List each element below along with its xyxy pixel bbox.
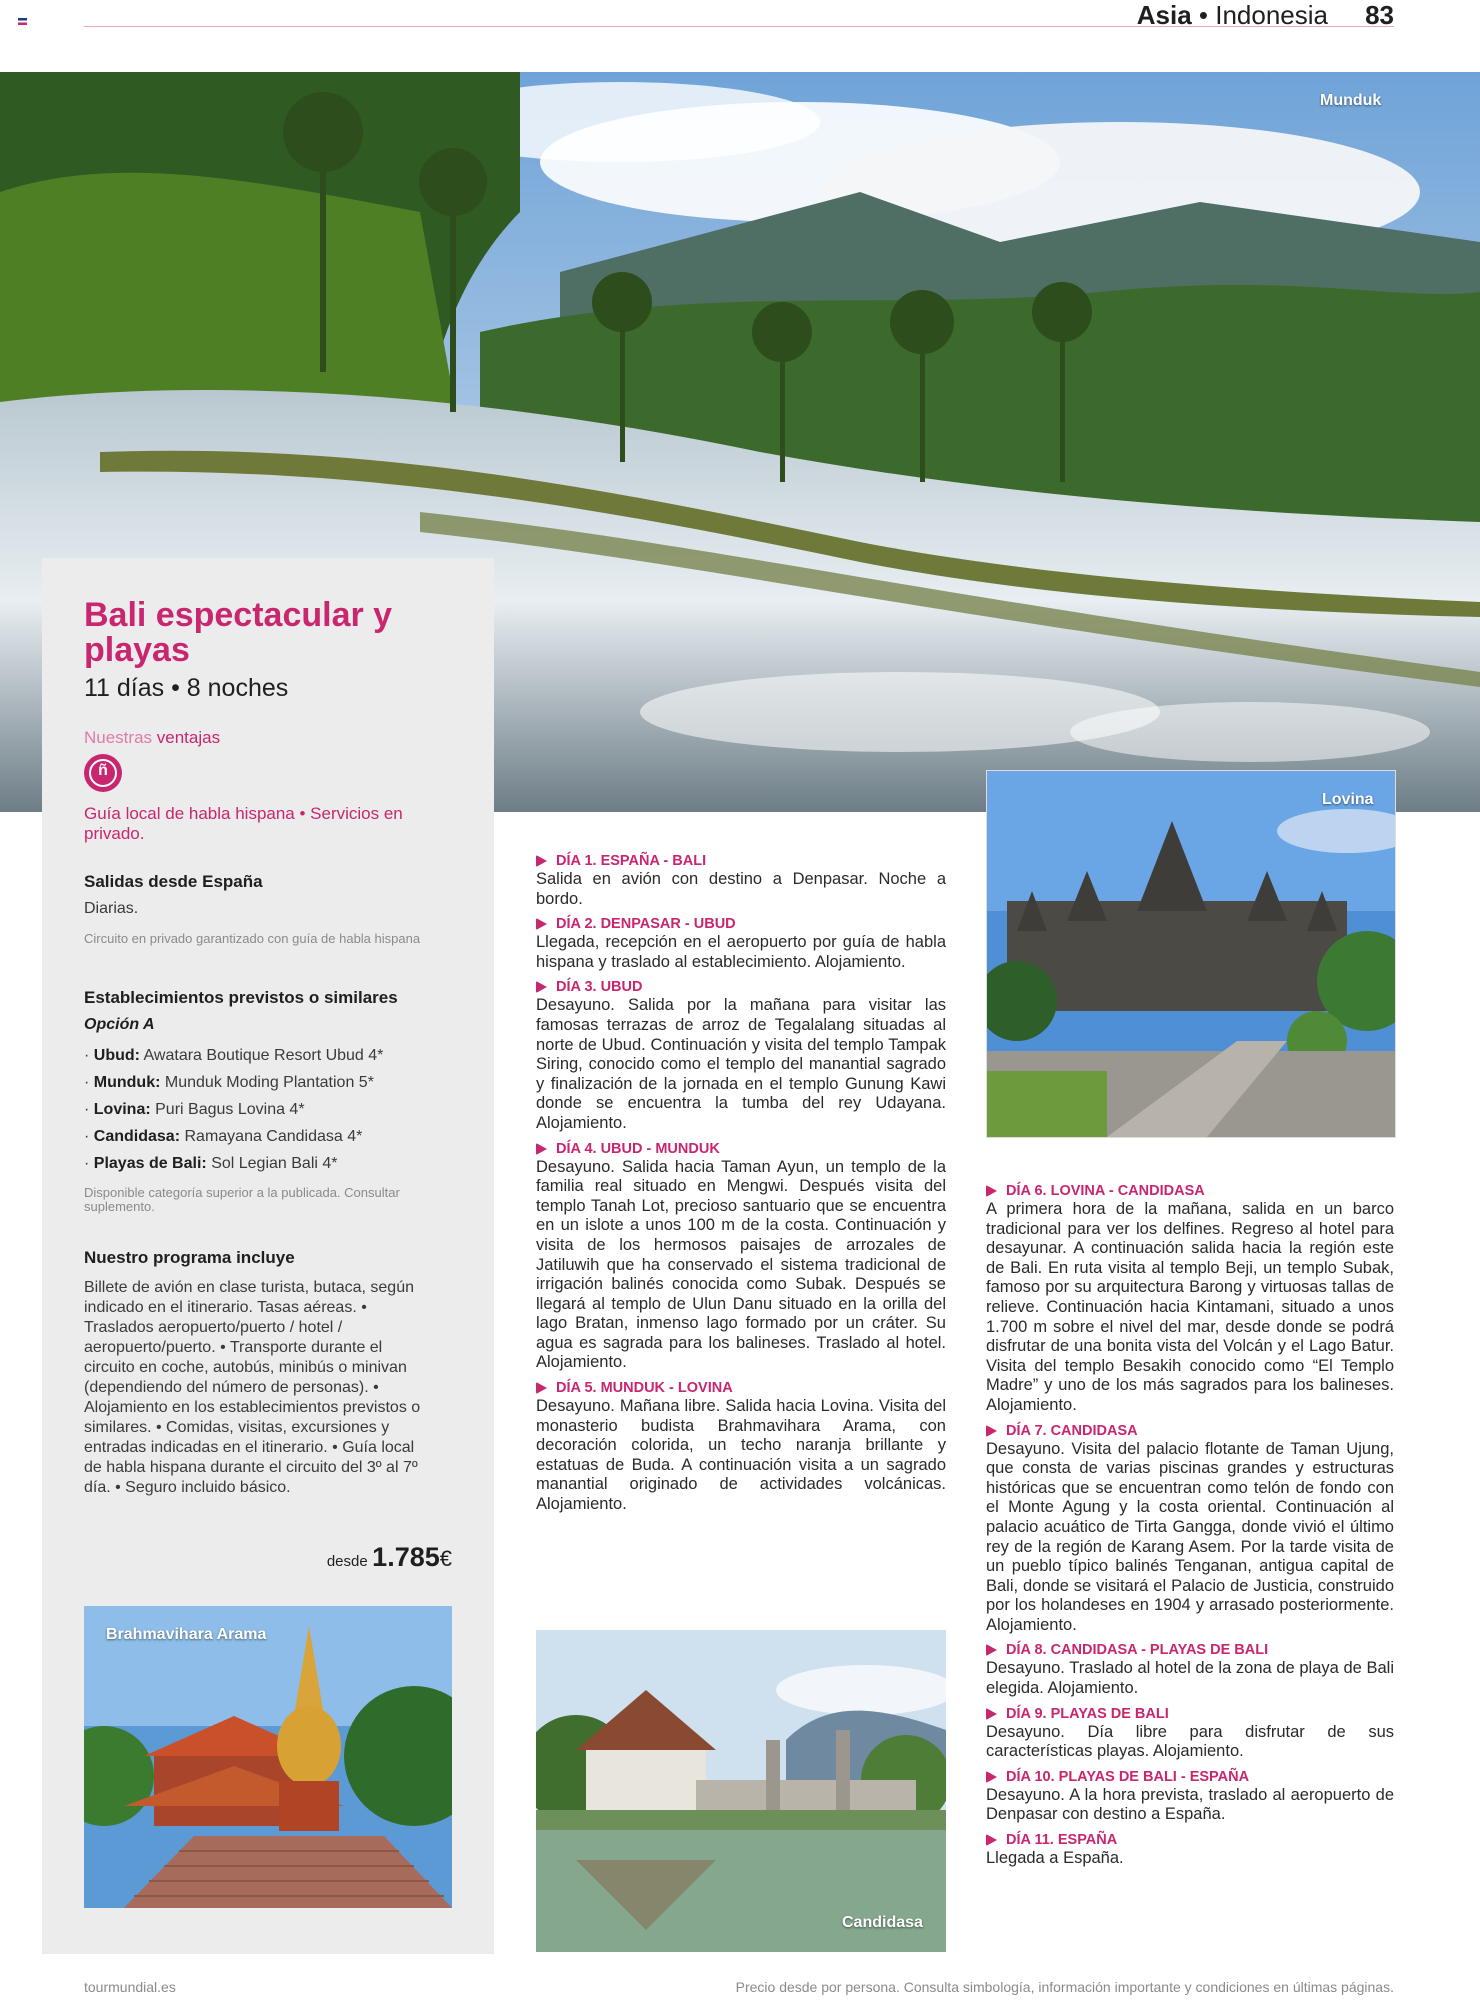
hotel-place: Playas de Bali: bbox=[93, 1155, 207, 1172]
day-title: DÍA 10. PLAYAS DE BALI - ESPAÑA bbox=[1006, 1768, 1250, 1785]
hotel-place: Ubud: bbox=[93, 1047, 140, 1064]
advantages-text: Guía local de habla hispana • Servicios en privado. bbox=[84, 804, 403, 843]
page-number: 83 bbox=[1365, 0, 1394, 30]
itinerary-day bbox=[986, 1831, 1394, 1869]
day-marker-icon bbox=[986, 1644, 997, 1656]
candidasa-caption: Candidasa bbox=[842, 1914, 923, 1931]
price-currency: € bbox=[439, 1546, 452, 1571]
departures-note: Circuito en privado garantizado con guía de habla hispana bbox=[84, 931, 421, 946]
day-title: DÍA 4. UBUD - MUNDUK bbox=[556, 1140, 720, 1157]
tour-duration: 11 días • 8 noches bbox=[84, 674, 289, 702]
photo-brahmavihara-arama bbox=[84, 1606, 452, 1908]
list-item: · Ubud: Awatara Boutique Resort Ubud 4* bbox=[84, 1047, 384, 1064]
day-title: DÍA 8. CANDIDASA - PLAYAS DE BALI bbox=[1006, 1642, 1269, 1659]
hotel-place: Candidasa: bbox=[93, 1128, 181, 1145]
day-text: Llegada a España. bbox=[986, 1849, 1124, 1868]
hotel-name: Awatara Boutique Resort Ubud 4* bbox=[143, 1047, 384, 1064]
day-marker-icon bbox=[986, 1834, 997, 1846]
footer-website[interactable]: tourmundial.es bbox=[84, 1979, 176, 1995]
photo-candidasa bbox=[536, 1630, 946, 1952]
day-title: DÍA 2. DENPASAR - UBUD bbox=[556, 916, 736, 933]
tour-title: Bali espectacular y playas bbox=[84, 596, 393, 669]
candidasa-illustration bbox=[536, 1630, 946, 1952]
day-text: Desayuno. Traslado al hotel de la zona de playa de Bali elegida. Alojamiento. bbox=[986, 1659, 1394, 1698]
day-text: Desayuno. Salida por la mañana para visitar las famosas terrazas de arroz de Tegalalang situadas al norte de Ubud. Continuación y visita del templo Tampak Siring, conocido como el templo del manantial sagrado y finalización de la jornada en el templo Gunung Kawi donde se encuentra la tumba del rey Udayana. Alojamiento. bbox=[536, 996, 946, 1132]
day-title: DÍA 6. LOVINA - CANDIDASA bbox=[1006, 1183, 1205, 1199]
hero-caption: Munduk bbox=[1320, 92, 1382, 109]
spanish-guide-icon bbox=[84, 754, 122, 792]
hotel-name: Munduk Moding Plantation 5* bbox=[164, 1074, 374, 1091]
day-marker-icon bbox=[986, 1708, 997, 1720]
day-title: DÍA 3. UBUD bbox=[556, 979, 643, 996]
list-item: · Munduk: Munduk Moding Plantation 5* bbox=[84, 1074, 374, 1091]
hotel-name: Sol Legian Bali 4* bbox=[211, 1155, 338, 1172]
day-title: DÍA 7. CANDIDASA bbox=[1006, 1422, 1138, 1439]
header-country: Indonesia bbox=[1215, 0, 1328, 30]
flag-icon bbox=[18, 18, 27, 25]
price-prefix: desde bbox=[326, 1553, 368, 1570]
hotels-list bbox=[84, 1042, 464, 1177]
departures-heading: Salidas desde España bbox=[84, 872, 263, 891]
day-marker-icon bbox=[536, 918, 547, 930]
day-text: Llegada, recepción en el aeropuerto por guía de habla hispana y traslado al establecimiento. Alojamiento. bbox=[536, 933, 946, 971]
list-item: · Candidasa: Ramayana Candidasa 4* bbox=[84, 1128, 363, 1145]
header-section bbox=[1137, 0, 1328, 31]
day-text: Desayuno. Visita del palacio flotante de Taman Ujung, que consta de varias piscinas grandes y estructuras históricas que se encuentran como telón de fondo con el Monte Agung y la costa oriental. Continuación al palacio acuático de Tirta Gangga, donde vivió el último rey de la región de Karang Asem. Por la tarde visita de un pueblo típico balinés Tenganan, antigua capital de Bali, donde se visitará el Palacio de Justicia, construido por los holandeses en 1904 y arrasado posteriormente. Alojamiento. bbox=[986, 1439, 1394, 1634]
day-text: Desayuno. A la hora prevista, traslado al aeropuerto de Denpasar con destino a España. bbox=[986, 1785, 1394, 1824]
advantages-label-1: Nuestras bbox=[84, 728, 153, 747]
list-item: · Lovina: Puri Bagus Lovina 4* bbox=[84, 1101, 305, 1118]
advantages-label-2: ventajas bbox=[156, 728, 221, 747]
departures-value: Diarias. bbox=[84, 900, 139, 917]
day-text: A primera hora de la mañana, salida en un barco tradicional para ver los delfines. Regreso al hotel para desayunar. A continuación salida hacia la región este de Bali. En ruta visita al templo Beji, un templo Subak, famoso por su arquitectura Barong y virtuosas tallas de relieve. Continuación hacia Kintamani, situado a unos 1.700 m sobre el nivel del mar, desde donde se podrá disfrutar de una bonita vista del Volcán y el Lago Batur. Visita del templo Besakih conocido como “El Templo Madre” y uno de los más sagrados para los balineses. Alojamiento. bbox=[986, 1200, 1394, 1414]
footer-disclaimer: Precio desde por persona. Consulta simbología, información importante y condiciones en últimas páginas. bbox=[735, 1979, 1394, 1995]
hotel-place: Lovina: bbox=[93, 1101, 151, 1118]
price bbox=[327, 1542, 452, 1573]
header-separator: • bbox=[1198, 0, 1208, 30]
hotels-note: Disponible categoría superior a la publicada. Consultar suplemento. bbox=[84, 1185, 400, 1214]
day-marker-icon bbox=[536, 1143, 547, 1155]
itinerary-column-1 bbox=[536, 852, 946, 1521]
itinerary-day bbox=[536, 915, 946, 972]
brahmavihara-illustration bbox=[84, 1606, 452, 1908]
day-marker-icon bbox=[986, 1185, 997, 1197]
hotel-name: Ramayana Candidasa 4* bbox=[184, 1128, 363, 1145]
day-marker-icon bbox=[986, 1425, 997, 1437]
advantages-label bbox=[84, 728, 220, 748]
tour-info-panel bbox=[42, 558, 494, 1954]
lovina-illustration bbox=[987, 771, 1395, 1137]
lovina-caption: Lovina bbox=[1322, 791, 1374, 808]
itinerary-day bbox=[986, 1182, 1394, 1416]
day-text: Desayuno. Salida hacia Taman Ayun, un templo de la familia real situado en Mengwi. Después visita del templo Tanah Lot, precioso santuario que se encuentra en un islote a unos 100 m de la costa. Continuación y visita de los hermosos paisajes de arrozales de Jatiluwih que ha conservado el sistema tradicional de irrigación balinés conocida como Subak. Después se llegará al templo de Ulun Danu situado en la orilla del lago Bratan, inmenso lago formado por un cráter. Su agua es sagrada para los balineses. Traslado al hotel. Alojamiento. bbox=[536, 1157, 946, 1372]
price-amount: 1.785 bbox=[372, 1542, 440, 1572]
itinerary-day bbox=[986, 1641, 1394, 1698]
day-text: Salida en avión con destino a Denpasar. Noche a bordo. bbox=[536, 870, 946, 908]
day-marker-icon bbox=[536, 981, 547, 993]
spanish-guide-icon-letter: ñ bbox=[98, 762, 108, 779]
hotel-place: Munduk: bbox=[93, 1074, 161, 1091]
itinerary-day bbox=[536, 1140, 946, 1374]
day-text: Desayuno. Día libre para disfrutar de sus características playas. Alojamiento. bbox=[986, 1722, 1394, 1761]
day-text: Desayuno. Mañana libre. Salida hacia Lovina. Visita del monasterio budista Brahmavihara Arama, con decoración colorida, un techo naranja brillante y estatuas de Buda. A continuación visita a un sagrado manantial originado de actividades volcánicas. Alojamiento. bbox=[536, 1397, 946, 1514]
hotel-name: Puri Bagus Lovina 4* bbox=[155, 1101, 305, 1118]
day-title: DÍA 9. PLAYAS DE BALI bbox=[1006, 1705, 1169, 1722]
itinerary-day bbox=[536, 852, 946, 909]
hotels-heading: Establecimientos previstos o similares bbox=[84, 988, 398, 1007]
day-marker-icon bbox=[536, 1382, 547, 1394]
itinerary-day bbox=[986, 1768, 1394, 1825]
day-title: DÍA 11. ESPAÑA bbox=[1006, 1832, 1118, 1849]
day-title: DÍA 1. ESPAÑA - BALI bbox=[556, 853, 707, 869]
list-item: · Playas de Bali: Sol Legian Bali 4* bbox=[84, 1155, 338, 1172]
day-marker-icon bbox=[986, 1771, 997, 1783]
header-continent: Asia bbox=[1136, 0, 1192, 30]
day-title: DÍA 5. MUNDUK - LOVINA bbox=[556, 1380, 733, 1397]
includes-text: Billete de avión en clase turista, butaca, según indicado en el itinerario. Tasas aéreas. • Traslados aeropuerto/puerto / hotel / aeropuerto/puerto. • Transporte durante el circuito en coche, autobús, minibús o minivan (dependiendo del número de personas). • Alojamiento en los establecimientos previstos o similares. • Comidas, visitas, excursiones y entradas indicadas en el itinerario. • Guía local de habla hispana durante el circuito del 3º al 7º día. • Seguro incluido básico. bbox=[84, 1279, 421, 1496]
day-marker-icon bbox=[536, 855, 547, 867]
photo-lovina bbox=[986, 770, 1396, 1138]
option-label: Opción A bbox=[84, 1016, 155, 1033]
itinerary-day bbox=[536, 1379, 946, 1515]
includes-heading: Nuestro programa incluye bbox=[84, 1248, 295, 1267]
itinerary-column-2 bbox=[986, 1182, 1394, 1875]
itinerary-day bbox=[986, 1705, 1394, 1762]
itinerary-day bbox=[986, 1422, 1394, 1636]
itinerary-day bbox=[536, 978, 946, 1133]
brahma-caption: Brahmavihara Arama bbox=[106, 1626, 267, 1643]
